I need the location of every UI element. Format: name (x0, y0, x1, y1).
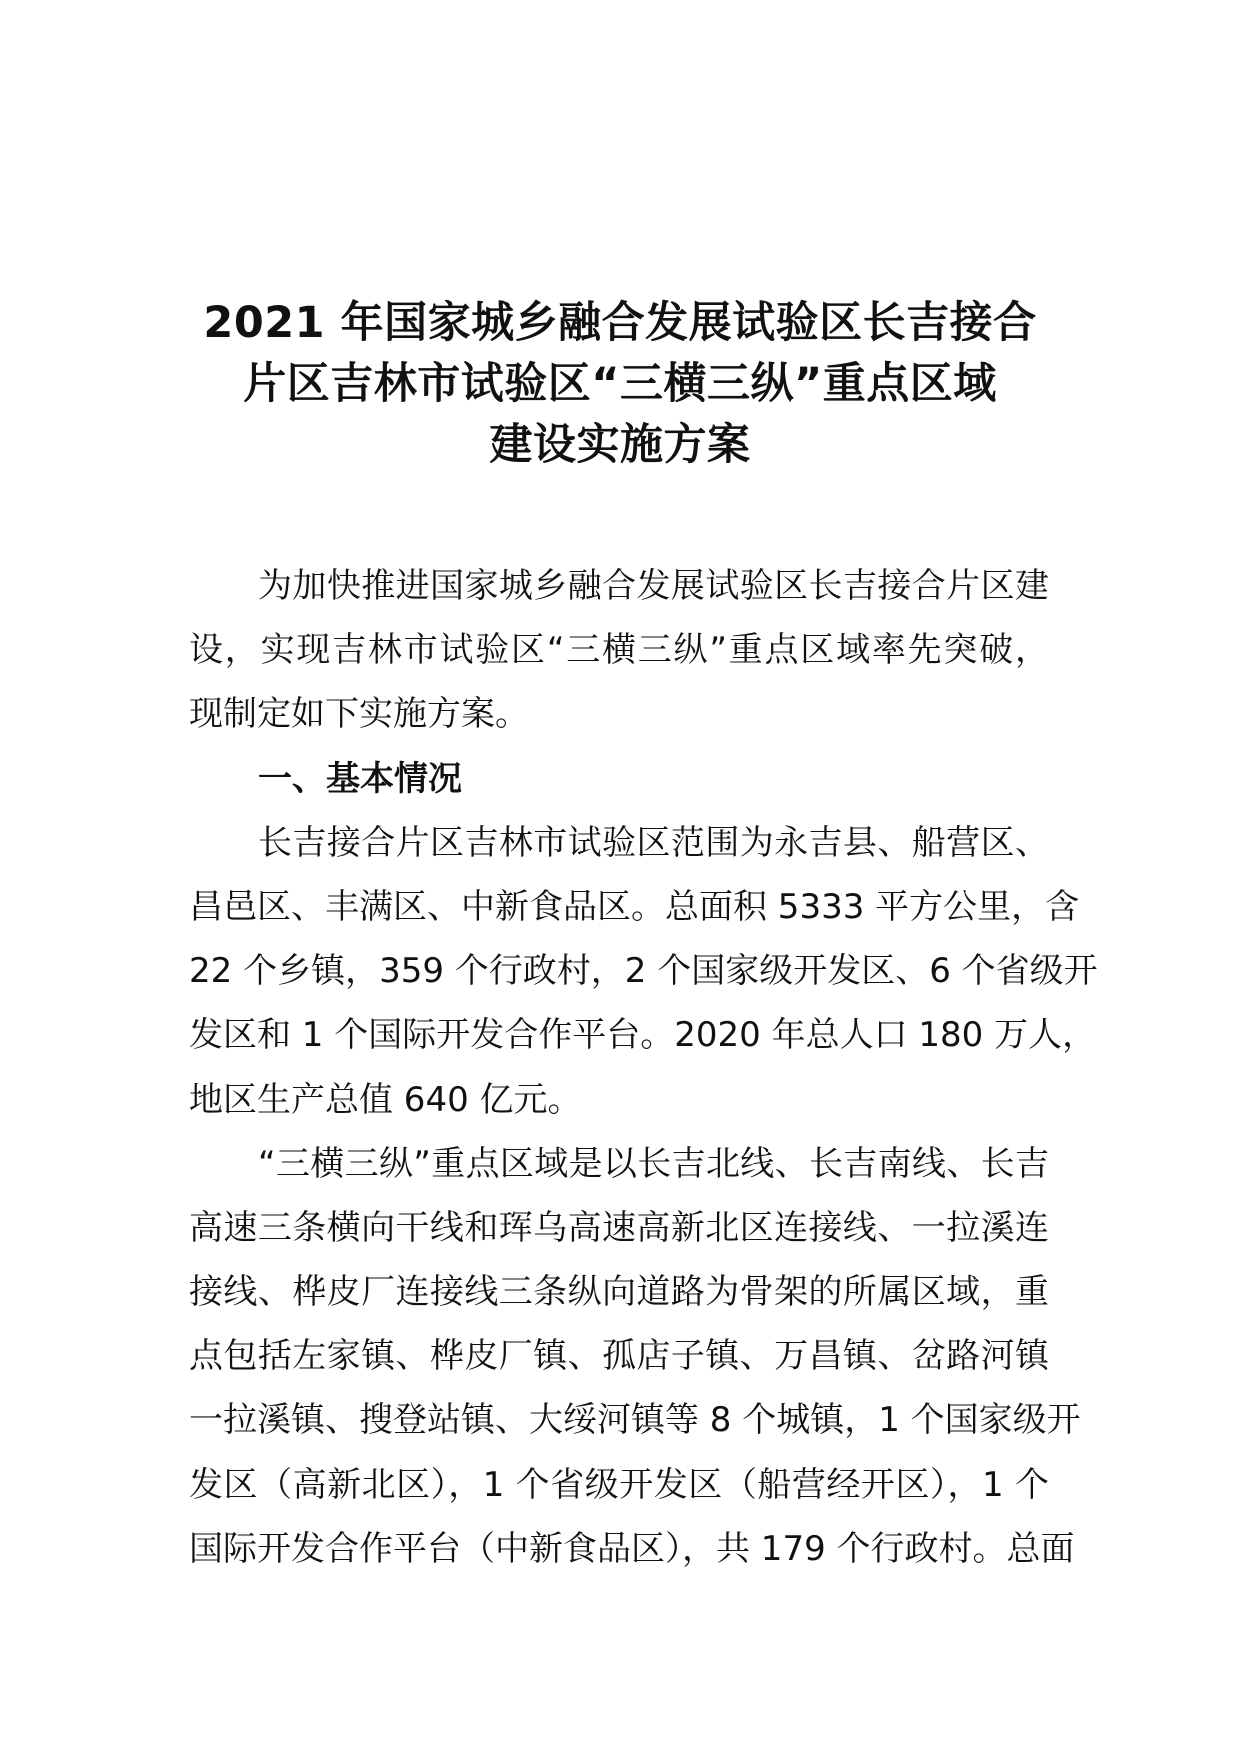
text-line: 一拉溪镇、搜登站镇、大绥河镇等 8 个城镇，1 个国家级开 (189, 1400, 1081, 1441)
text-line: 点包括左家镇、桦皮厂镇、孤店子镇、万昌镇、岔路河镇 (189, 1336, 1049, 1377)
text-line: 接线、桦皮厂连接线三条纵向道路为骨架的所属区域，重 (189, 1272, 1049, 1313)
text-line: 昌邑区、丰满区、中新食品区。总面积 5333 平方公里，含 (189, 886, 1080, 927)
text-line: 长吉接合片区吉林市试验区范围为永吉县、船营区、 (258, 822, 1049, 863)
text-line: “三横三纵”重点区域是以长吉北线、长吉南线、长吉 (258, 1143, 1049, 1184)
title-line-2: 片区吉林市试验区“三横三纵”重点区域 (243, 359, 997, 409)
text-line: 设，实现吉林市试验区“三横三纵”重点区域率先突破， (189, 630, 1049, 671)
key-area-paragraph (189, 1132, 1081, 1581)
title-line-3: 建设实施方案 (489, 420, 751, 470)
section-heading: 一、基本情况 (258, 758, 462, 799)
text-line: 为加快推进国家城乡融合发展试验区长吉接合片区建 (258, 566, 1049, 606)
text-line: 现制定如下实施方案。 (189, 694, 529, 735)
text-line: 22 个乡镇，359 个行政村，2 个国家级开发区、6 个省级开 (189, 951, 1098, 992)
title-line-1: 2021 年国家城乡融合发展试验区长吉接合 (203, 298, 1037, 348)
text-line: 发区和 1 个国际开发合作平台。2020 年总人口 180 万人， (189, 1015, 1097, 1056)
text-line: 高速三条横向干线和珲乌高速高新北区连接线、一拉溪连 (189, 1207, 1049, 1248)
document-title (190, 293, 1050, 476)
document-body (189, 554, 1098, 1581)
basic-info-paragraph (189, 811, 1098, 1132)
text-line: 国际开发合作平台（中新食品区），共 179 个行政村。总面 (189, 1528, 1075, 1569)
text-line: 发区（高新北区），1 个省级开发区（船营经开区），1 个 (189, 1464, 1049, 1505)
intro-paragraph (189, 554, 1049, 747)
text-line: 地区生产总值 640 亿元。 (189, 1079, 582, 1120)
